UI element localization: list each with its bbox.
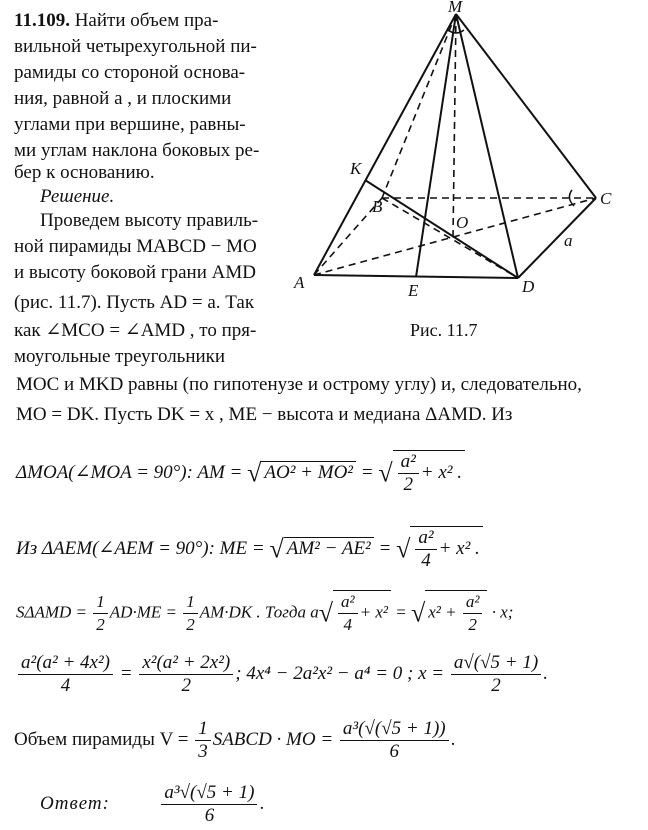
eq1-num: a² xyxy=(398,451,419,474)
eq3-mid2: AM·DK . Тогда a xyxy=(199,602,319,622)
eq4-f1-num: a²(a² + 4x²) xyxy=(18,652,113,675)
eq1-eq: = xyxy=(355,461,379,483)
eq2-eq: = xyxy=(373,537,397,559)
problem-text: Найти объем пра- xyxy=(74,10,219,31)
diagonal-bd xyxy=(382,198,518,278)
pyramid-figure xyxy=(290,0,630,300)
solution-line-7: MOC и MKD равны (по гипотенузе и острому углу) и, следовательно, xyxy=(16,374,582,395)
answer-den: 6 xyxy=(204,805,215,826)
eq4-f3-den: 2 xyxy=(491,675,501,696)
eq2-sqrt: AM² − AE² xyxy=(284,537,374,560)
volume-f2-den: 6 xyxy=(389,741,400,762)
edge-mb xyxy=(382,14,456,198)
problem-line-7: бер к основанию. xyxy=(14,162,155,183)
eq3-f1-den: 2 xyxy=(96,615,105,634)
eq4-f2-den: 2 xyxy=(181,675,192,696)
eq2-num: a² xyxy=(415,527,436,550)
radical-icon: √ xyxy=(247,458,262,488)
eq4-f2-num: x²(a² + 2x²) xyxy=(139,652,233,675)
answer-label: Ответ: xyxy=(40,792,110,814)
problem-line-2: вильной четырехугольной пи- xyxy=(14,36,257,57)
equation-volume xyxy=(14,718,455,763)
problem-line-4: ния, равной a , и плоскими xyxy=(14,88,232,109)
eq3-mid1: AD·ME = xyxy=(109,602,182,622)
equation-solve xyxy=(16,652,548,697)
label-c: C xyxy=(600,189,612,208)
problem-line-6: ми углам наклона боковых ре- xyxy=(14,140,260,161)
eq3-left: SΔAMD = xyxy=(16,602,92,622)
answer-num: a³√(√5 + 1) xyxy=(161,782,257,805)
eq3-f2-num: 1 xyxy=(183,591,198,614)
equation-am xyxy=(16,450,465,496)
figure-caption: Рис. 11.7 xyxy=(410,320,478,340)
label-e: E xyxy=(408,281,419,300)
volume-f2-num: a³(√(√5 + 1)) xyxy=(340,718,449,741)
eq4-f1-den: 4 xyxy=(60,675,71,696)
edge-ma xyxy=(314,14,456,275)
radical-icon: √ xyxy=(318,598,333,628)
eq4-mid: ; 4x⁴ − 2a²x² − a⁴ = 0 ; x = xyxy=(235,662,449,684)
eq3-s1-den: 4 xyxy=(343,615,353,634)
eq2-tail: + x² . xyxy=(438,537,480,559)
eq1-left: ΔMOA(∠MOA = 90°): AM = xyxy=(16,461,248,483)
diagonal-ac xyxy=(314,198,596,275)
solution-line-2: ной пирамиды MABCD − MO xyxy=(14,236,257,257)
radical-icon: √ xyxy=(269,534,284,564)
label-b: B xyxy=(372,197,383,216)
eq3-s2-den: 2 xyxy=(468,615,477,634)
radical-icon: √ xyxy=(378,458,393,488)
volume-mid: SABCD · MO = xyxy=(212,728,338,750)
problem-line-3: рамиды со стороной основа- xyxy=(14,62,246,83)
equation-area xyxy=(16,590,513,636)
eq3-eq: = xyxy=(390,602,411,622)
eq1-tail: + x² . xyxy=(420,461,462,483)
solution-line-4: (рис. 11.7). Пусть AD = a. Так xyxy=(14,292,255,313)
volume-f-den: 3 xyxy=(198,741,208,762)
label-d: D xyxy=(522,277,535,296)
label-m: M xyxy=(448,0,463,16)
volume-f-num: 1 xyxy=(195,718,211,741)
segment-dk xyxy=(365,180,518,278)
label-a: A xyxy=(294,273,305,292)
solution-line-5: как ∠MCO = ∠AMD , то пря- xyxy=(14,320,257,341)
eq4-f3-num: a√(√5 + 1) xyxy=(451,652,541,675)
eq3-s2-num: a² xyxy=(463,591,483,614)
eq3-s2: x² + xyxy=(428,602,461,622)
solution-line-8: MO = DK. Пусть DK = x , ME − высота и медиана ΔAMD. Из xyxy=(16,404,513,425)
volume-end: . xyxy=(450,728,456,750)
edge-dc xyxy=(518,198,596,278)
eq1-sqrt: AO² + MO² xyxy=(261,461,356,484)
eq3-s1-tail: + x² xyxy=(359,602,388,622)
problem-line-1 xyxy=(14,10,218,32)
problem-number: 11.109. xyxy=(14,10,70,31)
eq3-f2-den: 2 xyxy=(186,615,195,634)
segment-mo xyxy=(453,14,456,238)
solution-heading: Решение. xyxy=(40,186,115,207)
eq4-end: . xyxy=(543,662,548,684)
answer-line xyxy=(40,782,264,827)
equation-me xyxy=(16,526,483,572)
eq4-eq: = xyxy=(115,662,138,684)
label-o: O xyxy=(456,213,469,232)
label-side-a: a xyxy=(564,231,573,250)
answer-end: . xyxy=(259,792,265,814)
radical-icon: √ xyxy=(410,598,426,628)
solution-line-3: и высоту боковой грани AMD xyxy=(14,262,256,283)
eq3-end: · x; xyxy=(487,602,514,622)
eq2-den: 4 xyxy=(421,550,431,571)
problem-line-5: углами при вершине, равны- xyxy=(14,114,246,135)
solution-line-6: моугольные треугольники xyxy=(14,346,226,367)
volume-left: Объем пирамиды V = xyxy=(14,728,194,750)
eq3-s1-num: a² xyxy=(338,591,358,614)
radical-icon: √ xyxy=(396,534,411,564)
eq3-f1-num: 1 xyxy=(93,591,108,614)
eq1-den: 2 xyxy=(403,474,413,495)
solution-line-1: Проведем высоту правиль- xyxy=(40,210,259,231)
eq2-left: Из ΔAEM(∠AEM = 90°): ME = xyxy=(16,537,270,559)
label-k: K xyxy=(350,159,362,178)
